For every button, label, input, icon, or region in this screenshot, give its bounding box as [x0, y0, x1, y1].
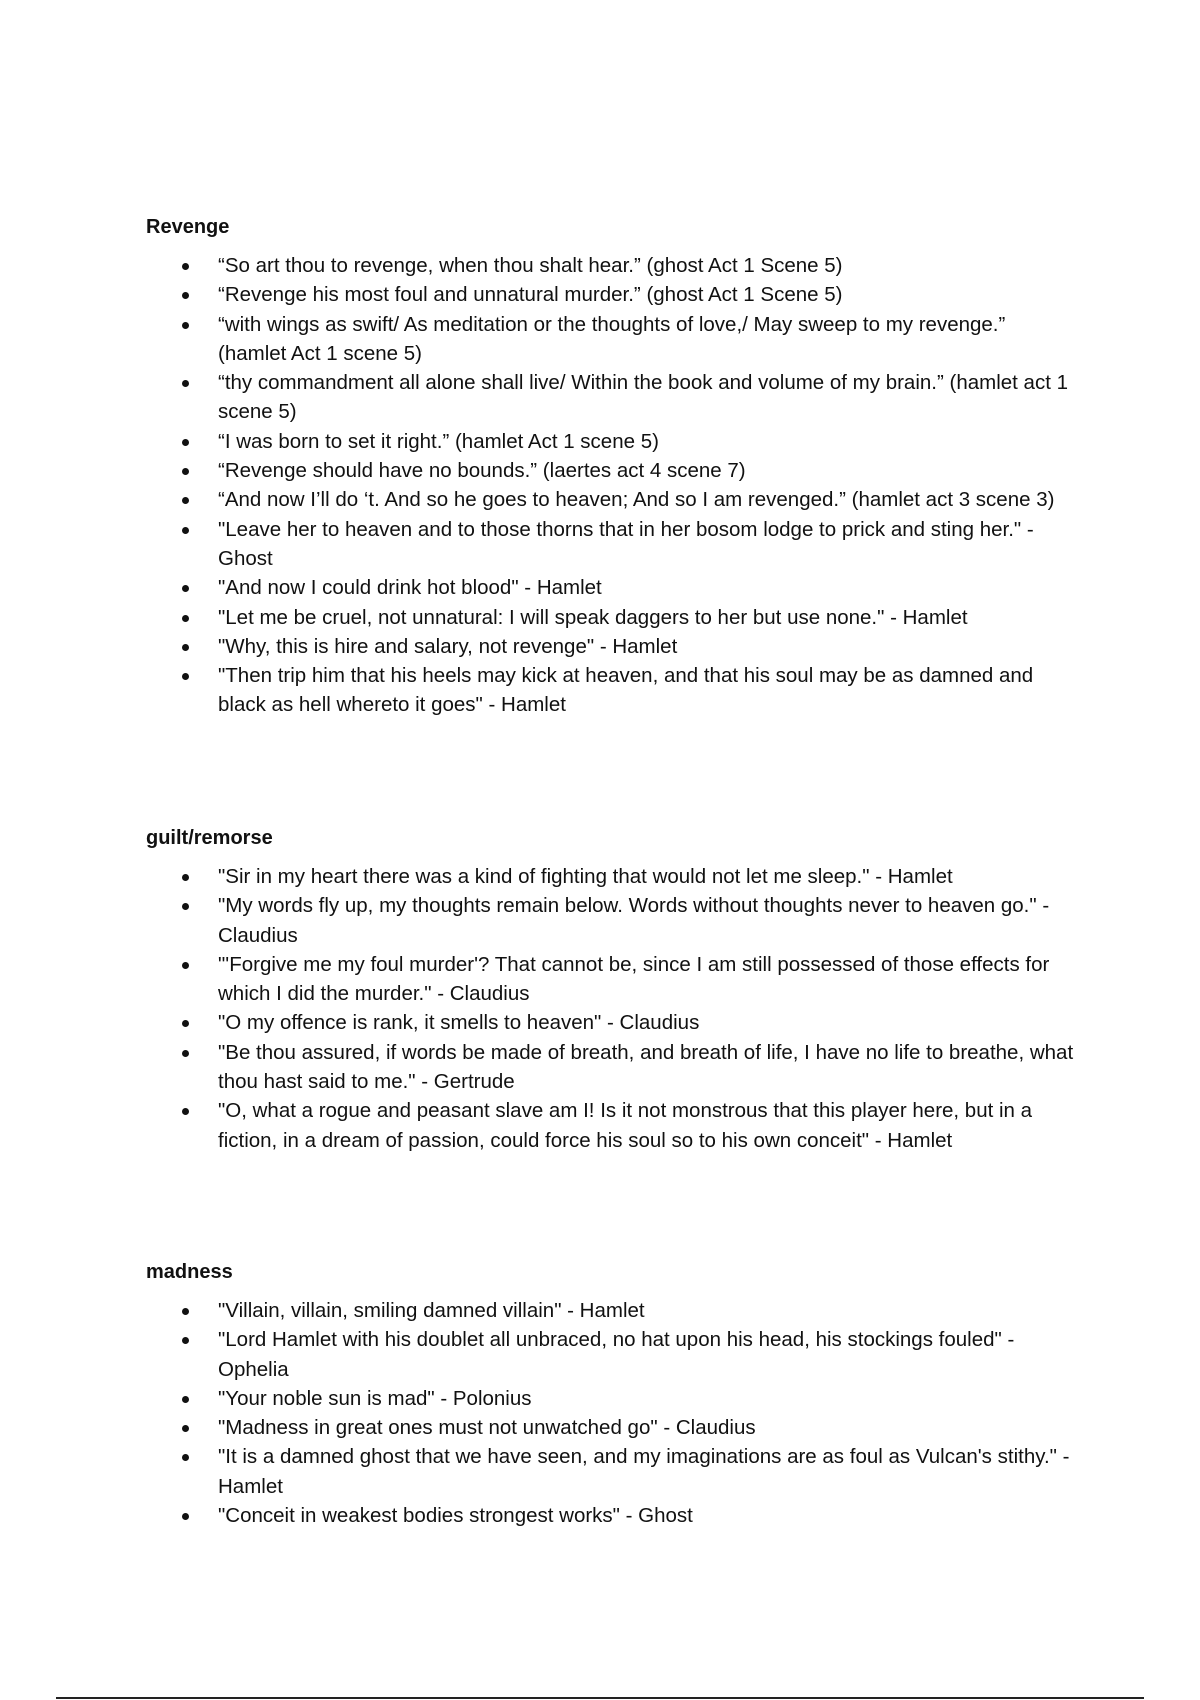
quote-text: “thy commandment all alone shall live/ Within the book and volume of my brain.” (hamlet act 1 scene 5) [218, 371, 1068, 424]
quote-list [146, 862, 1076, 1155]
bullet-icon [182, 1108, 189, 1115]
section-heading: guilt/remorse [146, 827, 273, 849]
quote-text: “with wings as swift/ As meditation or the thoughts of love,/ May sweep to my revenge.” (hamlet Act 1 scene 5) [218, 312, 1006, 365]
quote-item [146, 310, 1076, 369]
section-revenge [146, 213, 1076, 720]
bullet-icon [182, 497, 189, 504]
quote-item [146, 1008, 1076, 1037]
bullet-icon [182, 527, 189, 534]
bullet-icon [182, 1454, 189, 1461]
quote-item [146, 515, 1076, 574]
quote-text: "And now I could drink hot blood" - Hamlet [218, 576, 602, 600]
bullet-icon [182, 1513, 189, 1520]
bullet-icon [182, 673, 189, 680]
quote-list [146, 251, 1076, 720]
quote-item [146, 862, 1076, 891]
quote-item [146, 485, 1076, 514]
quote-item [146, 1096, 1076, 1155]
quote-text: "My words fly up, my thoughts remain below. Words without thoughts never to heaven go." - Claudius [218, 894, 1050, 947]
quote-item [146, 427, 1076, 456]
quote-text: “Revenge should have no bounds.” (laertes act 4 scene 7) [218, 459, 746, 483]
bullet-icon [182, 962, 189, 969]
quote-text: "It is a damned ghost that we have seen, and my imaginations are as foul as Vulcan's stithy." - Hamlet [218, 1445, 1070, 1498]
quote-text: "Madness in great ones must not unwatched go" - Claudius [218, 1416, 756, 1440]
quote-text: "Be thou assured, if words be made of breath, and breath of life, I have no life to breathe, what thou hast said to me." - Gertrude [218, 1040, 1074, 1094]
bullet-icon [182, 1020, 189, 1027]
quote-text: “So art thou to revenge, when thou shalt hear.” (ghost Act 1 Scene 5) [218, 254, 843, 277]
quote-text: “I was born to set it right.” (hamlet Act 1 scene 5) [218, 429, 659, 453]
bullet-icon [182, 585, 189, 592]
bullet-icon [182, 263, 189, 270]
section-madness [146, 1258, 1076, 1530]
quote-item [146, 1413, 1076, 1442]
quote-item [146, 891, 1076, 950]
bullet-icon [182, 615, 189, 622]
bullet-icon [182, 1308, 189, 1315]
quote-item [146, 1325, 1076, 1384]
bullet-icon [182, 644, 189, 651]
quote-item [146, 1442, 1076, 1501]
quote-text: "Lord Hamlet with his doublet all unbraced, no hat upon his head, his stockings fouled" - Ophelia [218, 1328, 1015, 1381]
bullet-icon [182, 1337, 189, 1344]
quote-text: "Your noble sun is mad" - Polonius [218, 1386, 532, 1410]
section-heading: madness [146, 1261, 233, 1283]
quote-text: "Villain, villain, smiling damned villain" - Hamlet [218, 1299, 645, 1322]
quote-item [146, 1038, 1076, 1097]
quote-text: “Revenge his most foul and unnatural murder.” (ghost Act 1 Scene 5) [218, 283, 843, 307]
section-guilt-remorse [146, 824, 1076, 1155]
quote-item [146, 950, 1076, 1009]
quote-text: "Sir in my heart there was a kind of fighting that would not let me sleep." - Hamlet [218, 865, 953, 888]
quote-item [146, 1501, 1076, 1530]
quote-text: "Conceit in weakest bodies strongest works" - Ghost [218, 1504, 693, 1528]
bullet-icon [182, 874, 189, 881]
quote-item [146, 1296, 1076, 1325]
bullet-icon [182, 380, 189, 387]
page-divider [56, 1697, 1144, 1699]
quote-text: "O, what a rogue and peasant slave am I! Is it not monstrous that this player here, but in a fiction, in a dream of passion, could force his soul so to his own conceit" - Hamlet [218, 1099, 1033, 1152]
bullet-icon [182, 1425, 189, 1432]
quote-item [146, 280, 1076, 309]
bullet-icon [182, 292, 189, 299]
quote-item [146, 251, 1076, 280]
quote-text: "Leave her to heaven and to those thorns that in her bosom lodge to prick and sting her." - Ghost [218, 517, 1034, 570]
quote-text: "O my offence is rank, it smells to heaven" - Claudius [218, 1011, 700, 1035]
section-heading: Revenge [146, 216, 230, 238]
quote-item [146, 573, 1076, 602]
quote-item [146, 1384, 1076, 1413]
quote-list [146, 1296, 1076, 1530]
bullet-icon [182, 322, 189, 329]
quote-item [146, 661, 1076, 720]
quote-text: "Why, this is hire and salary, not revenge" - Hamlet [218, 634, 678, 658]
quote-item [146, 368, 1076, 427]
quote-text: "Then trip him that his heels may kick at heaven, and that his soul may be as damned and black as hell whereto it goes" - Hamlet [218, 664, 1034, 717]
quote-item [146, 603, 1076, 632]
bullet-icon [182, 1396, 189, 1403]
bullet-icon [182, 903, 189, 910]
bullet-icon [182, 1050, 189, 1057]
quote-item [146, 632, 1076, 661]
bullet-icon [182, 439, 189, 446]
quote-text: “And now I’ll do ‘t. And so he goes to heaven; And so I am revenged.” (hamlet act 3 scene 3) [218, 488, 1055, 512]
quote-text: "Let me be cruel, not unnatural: I will speak daggers to her but use none." - Hamlet [218, 605, 968, 629]
quote-text: "'Forgive me my foul murder'? That cannot be, since I am still possessed of those effects for which I did the murder." - Claudius [218, 952, 1050, 1006]
bullet-icon [182, 468, 189, 475]
quote-item [146, 456, 1076, 485]
